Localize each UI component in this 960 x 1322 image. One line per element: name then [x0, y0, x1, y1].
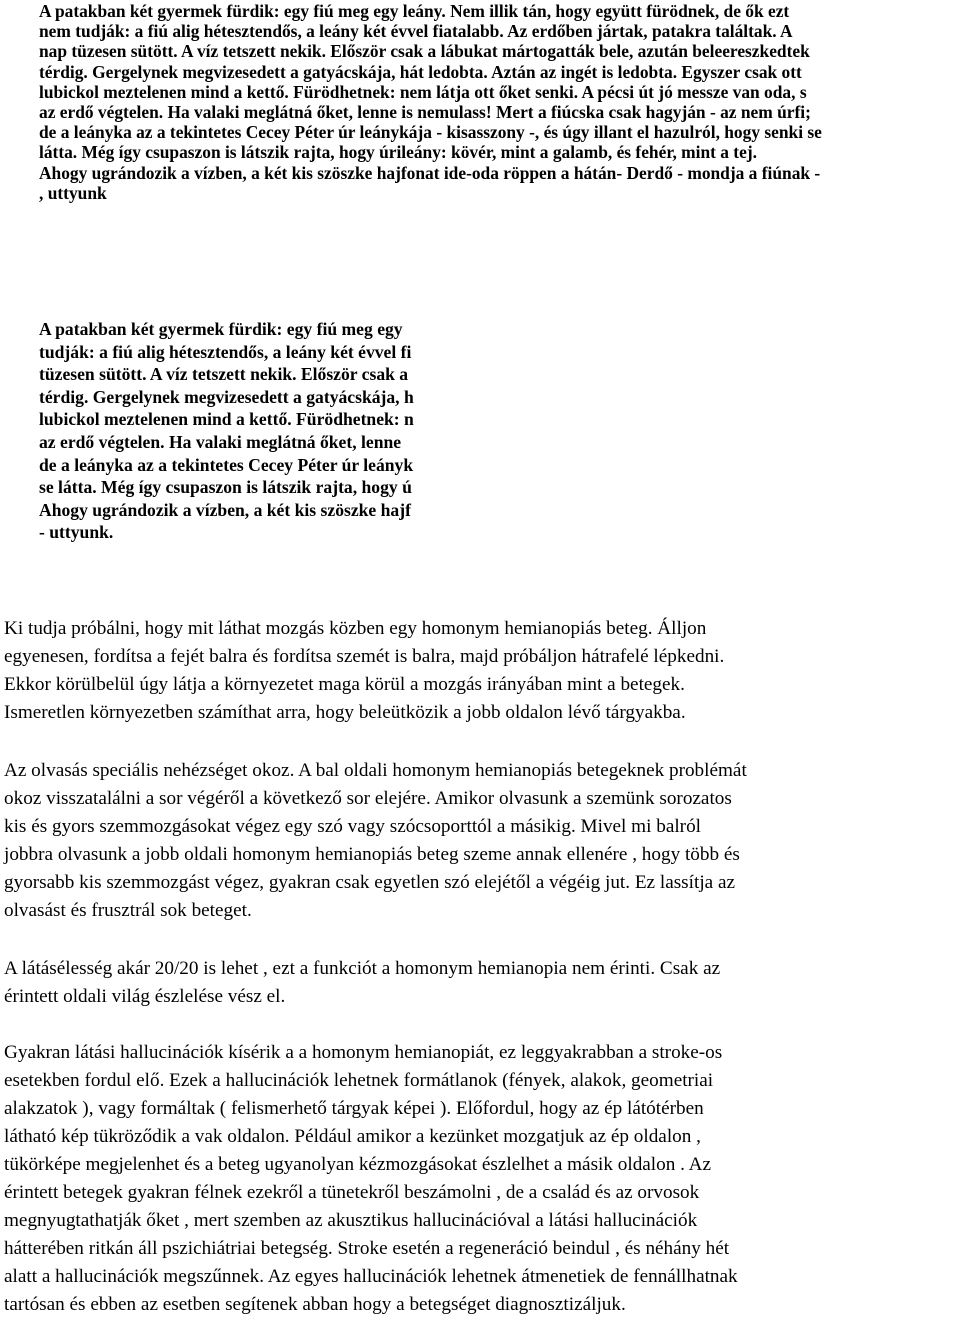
paragraph-line: Az olvasás speciális nehézséget okoz. A bal oldali homonym hemianopiás betegeknek problémát — [4, 760, 747, 781]
paragraph-line: Gyakran látási hallucinációk kísérik a a homonym hemianopiát, ez leggyakrabban a stroke-os — [4, 1042, 723, 1063]
cut-excerpt-line: A patakban két gyermek fürdik: egy fiú meg egy — [39, 319, 403, 339]
paragraph-line: jobbra olvasunk a jobb oldali homonym hemianopiás beteg szeme annak ellenére , hogy több és — [4, 844, 740, 865]
full-excerpt — [39, 1, 822, 203]
paragraph-line: Ki tudja próbálni, hogy mit láthat mozgás közben egy homonym hemianopiás beteg. Álljon — [4, 618, 707, 639]
paragraph-hallucinations — [4, 1039, 956, 1319]
excerpt-line: Ahogy ugrándozik a vízben, a két kis szöszke hajfonat ide-oda röppen a hátán- Derdő - mondja a fiúnak - — [39, 162, 821, 183]
paragraph-line: érintett betegek gyakran félnek ezekről a tünetekről beszámolni , de a család és az orvosok — [4, 1182, 700, 1203]
cut-excerpt-line: Ahogy ugrándozik a vízben, a két kis szöszke hajf — [39, 499, 411, 520]
cut-excerpt-line: tüzesen sütött. A víz tetszett nekik. Először csak a — [39, 364, 409, 385]
paragraph-line: alakzatok ), vagy formáltak ( felismerhető tárgyak képei ). Előfordul, hogy az ép látótérben — [4, 1098, 704, 1119]
paragraph-line: egyenesen, fordítsa a fejét balra és fordítsa szemét is balra, majd próbáljon hátrafelé lépkedni. — [4, 646, 725, 667]
paragraph-line: olvasást és frusztrál sok beteget. — [4, 900, 252, 921]
paragraph-line: tartósan és ebben az esetben segítenek abban hogy a betegséget diagnosztizáljuk. — [4, 1294, 626, 1315]
cut-excerpt-line: - uttyunk. — [39, 522, 114, 543]
cut-excerpt-line: az erdő végtelen. Ha valaki meglátná őket, lenne — [39, 431, 402, 452]
excerpt-line: nap tüzesen sütött. A víz tetszett nekik. Először csak a lábukat mártogatták bele, azután beleereszkedtek — [39, 41, 810, 62]
paragraph-line: esetekben fordul elő. Ezek a hallucinációk lehetnek formátlanok (fények, alakok, geometriai — [4, 1070, 714, 1091]
excerpt-line: látta. Még így csupaszon is látszik rajta, hogy úrileány: kövér, mint a galamb, és fehér, mint a tej. — [39, 142, 757, 163]
paragraph-line: Ekkor körülbelül úgy látja a környezetet maga körül a mozgás irányában mint a betegek. — [4, 674, 685, 695]
paragraph-line: gyorsabb kis szemmozgást végez, gyakran csak egyetlen szó elejétől a végéig jut. Ez lassítja az — [4, 872, 735, 893]
paragraph-line: tükörképe megjelenhet és a beteg ugyanolyan kézmozgásokat észlelhet a másik oldalon . Az — [4, 1154, 712, 1175]
cut-excerpt-line: lubickol meztelenen mind a kettő. Fürödhetnek: n — [39, 409, 414, 430]
cut-excerpt-line: térdig. Gergelynek megvizesedett a gatyácskája, h — [39, 386, 414, 407]
excerpt-line: az erdő végtelen. Ha valaki meglátná őket, lenne is nemulass! Mert a fiúcska csak hagyján - az nem úrfi; — [39, 102, 811, 123]
paragraph-line: látható kép tükröződik a vak oldalon. Például amikor a kezünket mozgatjuk az ép oldalon , — [4, 1126, 701, 1147]
paragraph-line: okoz visszatalálni a sor végéről a következő sor elejére. Amikor olvasunk a szemünk sorozatos — [4, 788, 732, 809]
excerpt-line: de a leányka az a tekintetes Cecey Péter úr leánykája - kisasszony -, és úgy illant el hazulról, hogy senki se — [39, 122, 822, 143]
excerpt-line: , uttyunk — [39, 182, 107, 203]
excerpt-line: A patakban két gyermek fürdik: egy fiú meg egy leány. Nem illik tán, hogy együtt fürödnek, de ők ezt — [39, 1, 790, 21]
paragraph-line: kis és gyors szemmozgásokat végez egy szó vagy szócsoporttól a másikig. Mivel mi balról — [4, 816, 701, 837]
excerpt-line: nem tudják: a fiú alig hétesztendős, a leány két évvel fiatalabb. Az erdőben jártak, patakra találtak. A — [39, 21, 793, 42]
paragraph-reading — [4, 757, 956, 925]
excerpt-line: térdig. Gergelynek megvizesedett a gatyácskája, hát ledobta. Aztán az ingét is ledobta. Egyszer csak ott — [39, 61, 802, 82]
paragraph-line: A látásélesség akár 20/20 is lehet , ezt a funkciót a homonym hemianopia nem érinti. Csak az — [4, 958, 721, 979]
cut-excerpt-line: tudják: a fiú alig hétesztendős, a leány két évvel fi — [39, 341, 412, 362]
paragraph-line: megnyugtathatják őket , mert szemben az akusztikus hallucinációval a látási hallucinációk — [4, 1210, 698, 1231]
cut-excerpt-line: de a leányka az a tekintetes Cecey Péter úr leányk — [39, 454, 414, 475]
paragraph-line: Ismeretlen környezetben számíthat arra, hogy beleütközik a jobb oldalon lévő tárgyakba. — [4, 702, 686, 723]
excerpt-line: lubickol meztelenen mind a kettő. Fürödhetnek: nem látja ott őket senki. A pécsi út jó messze van oda, s — [39, 81, 807, 102]
paragraph-line: hátterében ritkán áll pszichiátriai betegség. Stroke esetén a regeneráció beindul , és néhány hét — [4, 1238, 730, 1259]
cut-excerpt-line: se látta. Még így csupaszon is látszik rajta, hogy ú — [39, 477, 412, 498]
paragraph-line: alatt a hallucinációk megszűnnek. Az egyes hallucinációk lehetnek átmenetiek de fennállhatnak — [4, 1266, 738, 1287]
paragraph-line: érintett oldali világ észlelése vész el. — [4, 986, 286, 1007]
cut-excerpt — [39, 318, 414, 544]
paragraph-acuity — [4, 955, 956, 1011]
paragraph-movement — [4, 615, 956, 727]
